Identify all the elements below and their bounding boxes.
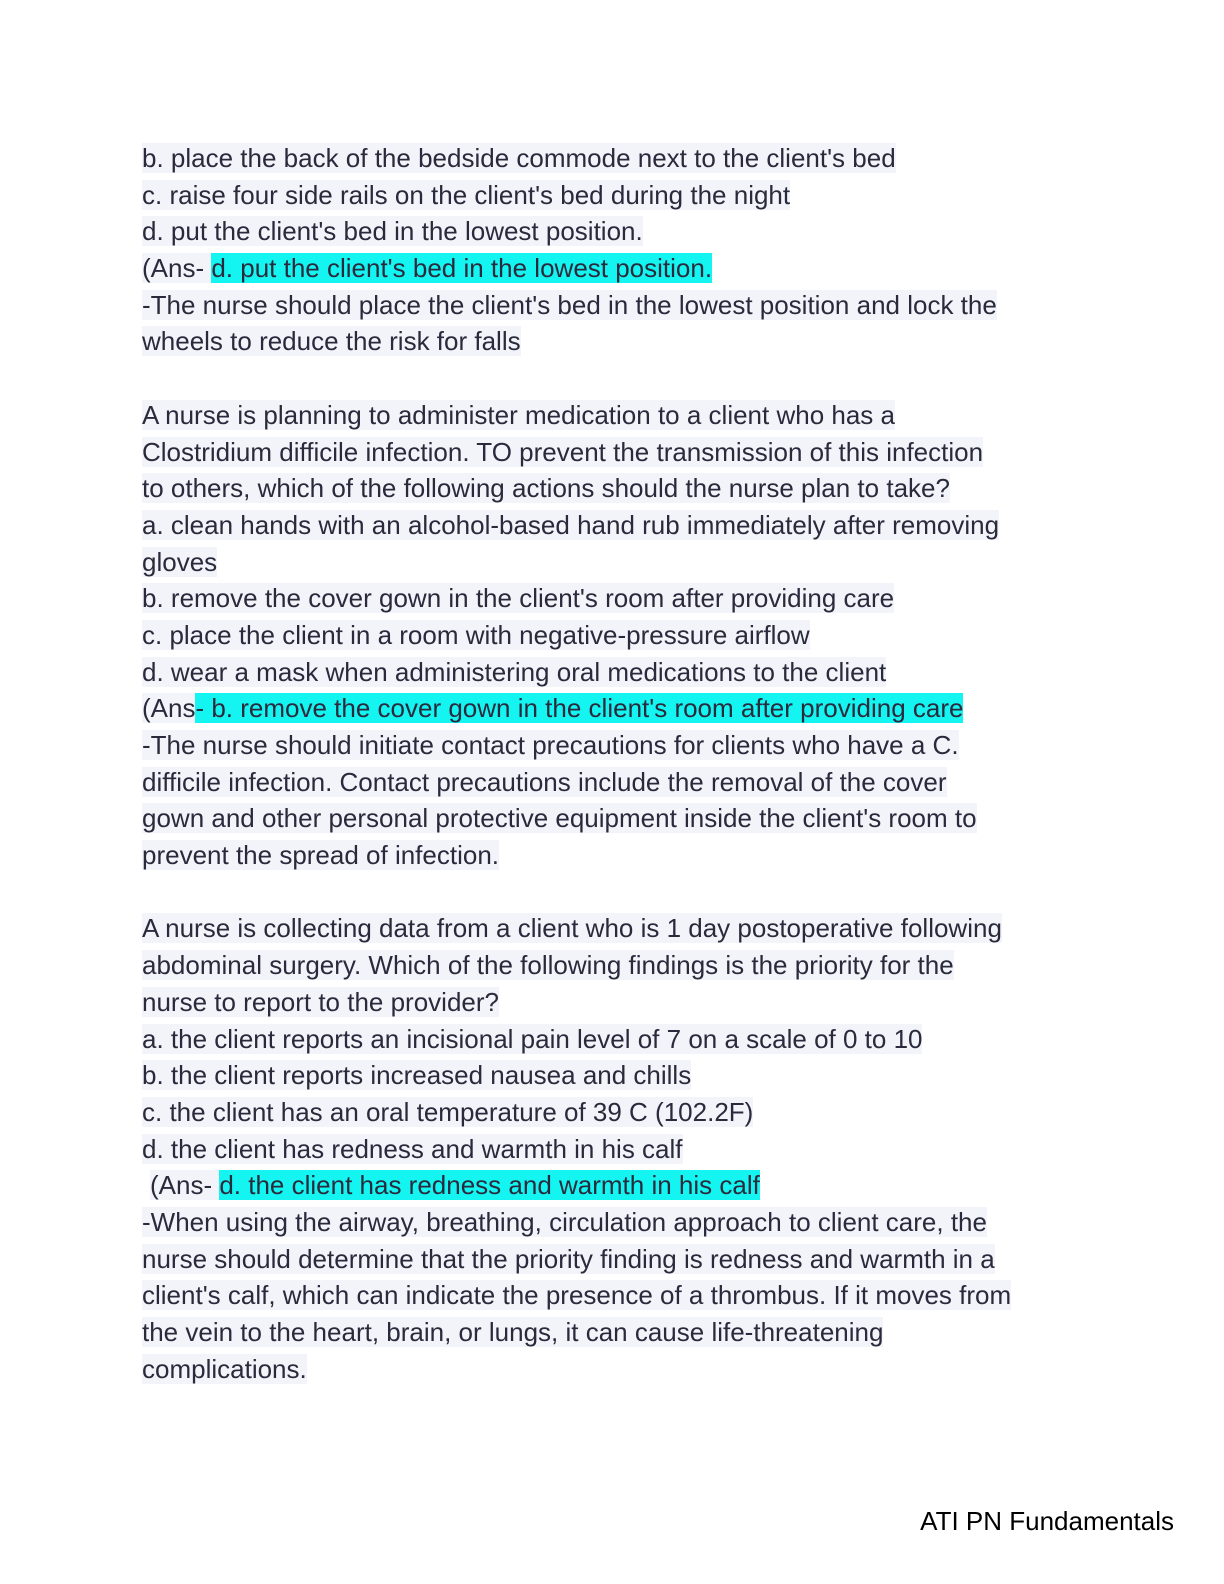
question-block-2 (142, 397, 1082, 874)
option-b: b. place the back of the bedside commode next to the client's bed (142, 143, 896, 173)
question-block-3 (142, 910, 1082, 1387)
option-c: c. raise four side rails on the client's bed during the night (142, 179, 791, 210)
page-footer-label: ATI PN Fundamentals (920, 1506, 1174, 1536)
rationale-line: the vein to the heart, brain, or lungs, it can cause life-threatening (142, 1317, 884, 1347)
answer-highlight: - b. remove the cover gown in the client's room after providing care (195, 693, 964, 724)
option-c: c. the client has an oral temperature of 39 C (102.2F) (142, 1096, 754, 1127)
spacer (142, 874, 1082, 911)
spacer (142, 360, 1082, 397)
answer-prefix: (Ans- (142, 253, 212, 284)
option-d: d. wear a mask when administering oral medications to the client (142, 656, 887, 687)
rationale-line: nurse should determine that the priority finding is redness and warmth in a (142, 1243, 995, 1274)
option-a: a. clean hands with an alcohol-based hand rub immediately after removing (142, 509, 1000, 540)
option-d: d. the client has redness and warmth in his calf (142, 1133, 683, 1164)
question-line: to others, which of the following actions should the nurse plan to take? (142, 473, 950, 504)
option-d: d. put the client's bed in the lowest position. (142, 216, 643, 247)
option-c: c. place the client in a room with negative-pressure airflow (142, 619, 810, 650)
question-block-1 (142, 140, 1082, 360)
rationale-line: prevent the spread of infection. (142, 840, 500, 871)
document-body (142, 140, 1082, 1387)
option-a: a. the client reports an incisional pain level of 7 on a scale of 0 to 10 (142, 1023, 923, 1054)
question-line: Clostridium difficile infection. TO prevent the transmission of this infection (142, 436, 984, 467)
question-line: A nurse is planning to administer medication to a client who has a (142, 399, 895, 430)
question-line: abdominal surgery. Which of the following findings is the priority for the (142, 950, 954, 981)
answer-line (142, 690, 1082, 727)
rationale-line: client's calf, which can indicate the presence of a thrombus. If it moves from (142, 1280, 1012, 1311)
option-b: b. the client reports increased nausea and chills (142, 1060, 692, 1091)
rationale-line: gown and other personal protective equipment inside the client's room to (142, 803, 977, 834)
answer-line (142, 1167, 1082, 1204)
answer-prefix: (Ans- (150, 1170, 220, 1201)
answer-highlight: d. the client has redness and warmth in his calf (219, 1170, 760, 1201)
question-line: nurse to report to the provider? (142, 986, 499, 1017)
rationale-line: complications. (142, 1353, 307, 1384)
option-b: b. remove the cover gown in the client's room after providing care (142, 583, 895, 614)
answer-prefix: (Ans (142, 693, 196, 724)
rationale-line: difficile infection. Contact precautions include the removal of the cover (142, 766, 947, 797)
rationale-line: wheels to reduce the risk for falls (142, 326, 521, 357)
rationale-line: -The nurse should initiate contact precautions for clients who have a C. (142, 730, 959, 760)
rationale-line: -The nurse should place the client's bed in the lowest position and lock the (142, 289, 997, 320)
rationale-line: -When using the airway, breathing, circulation approach to client care, the (142, 1206, 987, 1237)
option-a-cont: gloves (142, 546, 218, 577)
question-line: A nurse is collecting data from a client who is 1 day postoperative following (142, 913, 1002, 944)
answer-highlight: d. put the client's bed in the lowest position. (211, 253, 713, 284)
answer-line (142, 250, 1082, 287)
